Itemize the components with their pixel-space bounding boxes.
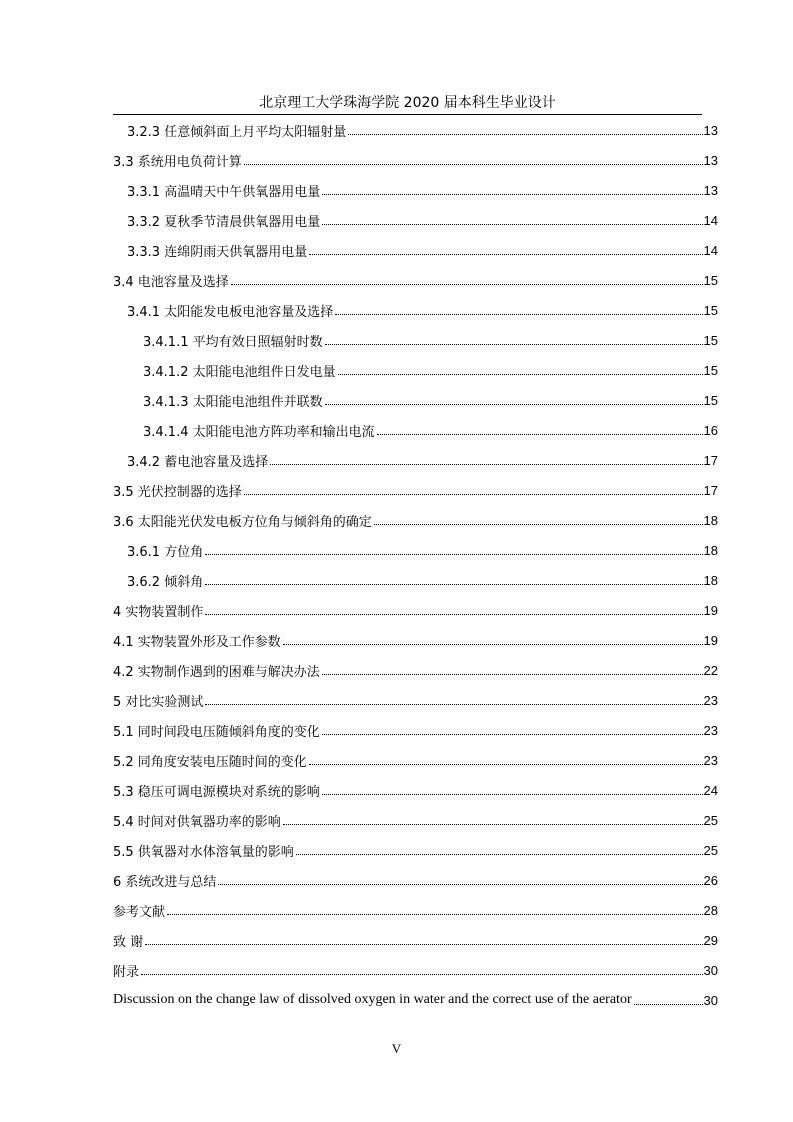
toc-leader-dots bbox=[348, 134, 702, 135]
toc-entry-page: 23 bbox=[703, 752, 718, 768]
toc-entry[interactable] bbox=[113, 265, 718, 295]
toc-entry-title: 3.4.2 蓄电池容量及选择 bbox=[127, 454, 269, 470]
toc-entry[interactable] bbox=[113, 325, 718, 355]
toc-entry[interactable] bbox=[113, 955, 718, 985]
toc-entry[interactable] bbox=[113, 145, 718, 175]
toc-entry[interactable] bbox=[113, 775, 718, 805]
toc-entry-page: 16 bbox=[703, 422, 718, 438]
toc-entry-title: 参考文献 bbox=[113, 904, 166, 920]
toc-entry-page: 14 bbox=[703, 242, 718, 258]
toc-entry-page: 28 bbox=[703, 902, 718, 918]
toc-entry-page: 23 bbox=[703, 692, 718, 708]
toc-entry-title: 5.4 时间对供氧器功率的影响 bbox=[113, 814, 281, 830]
toc-entry[interactable] bbox=[113, 925, 718, 955]
toc-entry-title: 3.5 光伏控制器的选择 bbox=[113, 484, 242, 500]
toc-leader-dots bbox=[338, 374, 703, 375]
toc-entry-title: 3.2.3 任意倾斜面上月平均太阳辐射量 bbox=[127, 124, 347, 140]
toc-leader-dots bbox=[374, 524, 703, 525]
toc-leader-dots bbox=[634, 1004, 703, 1005]
toc-entry-page: 15 bbox=[703, 332, 718, 348]
toc-entry-title: 3.6.2 倾斜角 bbox=[127, 574, 204, 590]
toc-entry-page: 14 bbox=[703, 212, 718, 228]
toc-entry-title: 3.4.1.1 平均有效日照辐射时数 bbox=[143, 334, 323, 350]
toc-entry[interactable] bbox=[113, 415, 718, 445]
toc-entry-title: Discussion on the change law of dissolved oxygen in water and the correct use of the aerator bbox=[113, 992, 632, 1007]
toc-leader-dots bbox=[205, 554, 702, 555]
toc-entry-page: 18 bbox=[703, 542, 718, 558]
toc-entry-page: 24 bbox=[703, 782, 718, 798]
toc-entry[interactable] bbox=[113, 115, 718, 145]
toc-entry[interactable] bbox=[113, 895, 718, 925]
toc-entry-page: 13 bbox=[703, 182, 718, 198]
toc-entry[interactable] bbox=[113, 985, 718, 1015]
toc-leader-dots bbox=[231, 284, 703, 285]
toc-entry-title: 致 谢 bbox=[113, 934, 144, 950]
toc-entry[interactable] bbox=[113, 505, 718, 535]
toc-leader-dots bbox=[309, 254, 702, 255]
toc-entry[interactable] bbox=[113, 745, 718, 775]
toc-entry[interactable] bbox=[113, 385, 718, 415]
toc-entry-page: 15 bbox=[703, 272, 718, 288]
toc-leader-dots bbox=[283, 644, 703, 645]
toc-leader-dots bbox=[244, 494, 703, 495]
toc-leader-dots bbox=[335, 314, 702, 315]
toc-entry-page: 30 bbox=[703, 992, 718, 1008]
toc-leader-dots bbox=[309, 764, 703, 765]
toc-entry-title: 3.6.1 方位角 bbox=[127, 544, 204, 560]
table-of-contents bbox=[113, 115, 718, 1015]
page-number: V bbox=[391, 1041, 402, 1056]
toc-entry-page: 19 bbox=[703, 602, 718, 618]
toc-entry-title: 3.6 太阳能光伏发电板方位角与倾斜角的确定 bbox=[113, 514, 372, 530]
toc-leader-dots bbox=[325, 344, 703, 345]
toc-entry-page: 13 bbox=[703, 152, 718, 168]
toc-leader-dots bbox=[205, 584, 702, 585]
toc-entry-page: 25 bbox=[703, 842, 718, 858]
toc-entry-title: 3.3.2 夏秋季节清晨供氧器用电量 bbox=[127, 214, 321, 230]
toc-entry-page: 17 bbox=[703, 482, 718, 498]
toc-entry-title: 4 实物装置制作 bbox=[113, 604, 204, 620]
toc-entry-title: 4.1 实物装置外形及工作参数 bbox=[113, 634, 281, 650]
toc-entry[interactable] bbox=[113, 445, 718, 475]
toc-entry-title: 3.4 电池容量及选择 bbox=[113, 274, 229, 290]
toc-entry-title: 3.4.1.2 太阳能电池组件日发电量 bbox=[143, 364, 336, 380]
toc-leader-dots bbox=[270, 464, 702, 465]
toc-entry-page: 13 bbox=[703, 122, 718, 138]
toc-entry-title: 5.5 供氧器对水体溶氧量的影响 bbox=[113, 844, 294, 860]
toc-leader-dots bbox=[244, 164, 703, 165]
toc-entry-page: 17 bbox=[703, 452, 718, 468]
toc-entry[interactable] bbox=[113, 655, 718, 685]
toc-entry-title: 3.4.1.3 太阳能电池组件并联数 bbox=[143, 394, 323, 410]
toc-entry-page: 29 bbox=[703, 932, 718, 948]
toc-leader-dots bbox=[218, 884, 702, 885]
toc-entry-title: 5.2 同角度安装电压随时间的变化 bbox=[113, 754, 307, 770]
toc-entry-title: 5.3 稳压可调电源模块对系统的影响 bbox=[113, 784, 320, 800]
toc-entry-title: 3.4.1 太阳能发电板电池容量及选择 bbox=[127, 304, 334, 320]
toc-leader-dots bbox=[205, 704, 702, 705]
toc-entry-page: 18 bbox=[703, 512, 718, 528]
toc-leader-dots bbox=[322, 224, 702, 225]
toc-entry[interactable] bbox=[113, 865, 718, 895]
toc-entry-page: 15 bbox=[703, 302, 718, 318]
toc-entry-page: 15 bbox=[703, 392, 718, 408]
toc-entry[interactable] bbox=[113, 685, 718, 715]
toc-entry[interactable] bbox=[113, 835, 718, 865]
page-header: 北京理工大学珠海学院 2020 届本科生毕业设计 bbox=[259, 95, 556, 111]
toc-entry[interactable] bbox=[113, 535, 718, 565]
toc-entry[interactable] bbox=[113, 295, 718, 325]
toc-entry[interactable] bbox=[113, 475, 718, 505]
toc-entry-title: 4.2 实物制作遇到的困难与解决办法 bbox=[113, 664, 320, 680]
toc-entry[interactable] bbox=[113, 625, 718, 655]
toc-entry-page: 26 bbox=[703, 872, 718, 888]
toc-entry-page: 22 bbox=[703, 662, 718, 678]
toc-entry[interactable] bbox=[113, 175, 718, 205]
toc-entry[interactable] bbox=[113, 565, 718, 595]
toc-entry-title: 附录 bbox=[113, 964, 140, 980]
toc-entry[interactable] bbox=[113, 595, 718, 625]
toc-entry[interactable] bbox=[113, 355, 718, 385]
toc-entry-title: 5.1 同时间段电压随倾斜角度的变化 bbox=[113, 724, 320, 740]
toc-leader-dots bbox=[322, 734, 703, 735]
toc-entry-page: 30 bbox=[703, 962, 718, 978]
toc-entry-page: 15 bbox=[703, 362, 718, 378]
toc-leader-dots bbox=[283, 824, 703, 825]
toc-entry-title: 6 系统改进与总结 bbox=[113, 874, 217, 890]
toc-leader-dots bbox=[145, 944, 702, 945]
toc-entry-title: 5 对比实验测试 bbox=[113, 694, 204, 710]
toc-entry-title: 3.3 系统用电负荷计算 bbox=[113, 154, 242, 170]
toc-entry-title: 3.3.3 连绵阴雨天供氧器用电量 bbox=[127, 244, 308, 260]
toc-entry[interactable] bbox=[113, 205, 718, 235]
toc-leader-dots bbox=[205, 614, 702, 615]
toc-entry-page: 19 bbox=[703, 632, 718, 648]
toc-entry[interactable] bbox=[113, 235, 718, 265]
toc-entry-page: 18 bbox=[703, 572, 718, 588]
toc-entry-title: 3.4.1.4 太阳能电池方阵功率和输出电流 bbox=[143, 424, 375, 440]
toc-entry[interactable] bbox=[113, 805, 718, 835]
toc-entry[interactable] bbox=[113, 715, 718, 745]
toc-entry-page: 23 bbox=[703, 722, 718, 738]
toc-leader-dots bbox=[322, 194, 702, 195]
toc-entry-page: 25 bbox=[703, 812, 718, 828]
toc-leader-dots bbox=[141, 974, 703, 975]
toc-leader-dots bbox=[322, 794, 703, 795]
toc-leader-dots bbox=[377, 434, 703, 435]
toc-leader-dots bbox=[167, 914, 703, 915]
toc-leader-dots bbox=[322, 674, 703, 675]
toc-leader-dots bbox=[296, 854, 703, 855]
toc-entry-title: 3.3.1 高温晴天中午供氧器用电量 bbox=[127, 184, 321, 200]
toc-leader-dots bbox=[325, 404, 703, 405]
